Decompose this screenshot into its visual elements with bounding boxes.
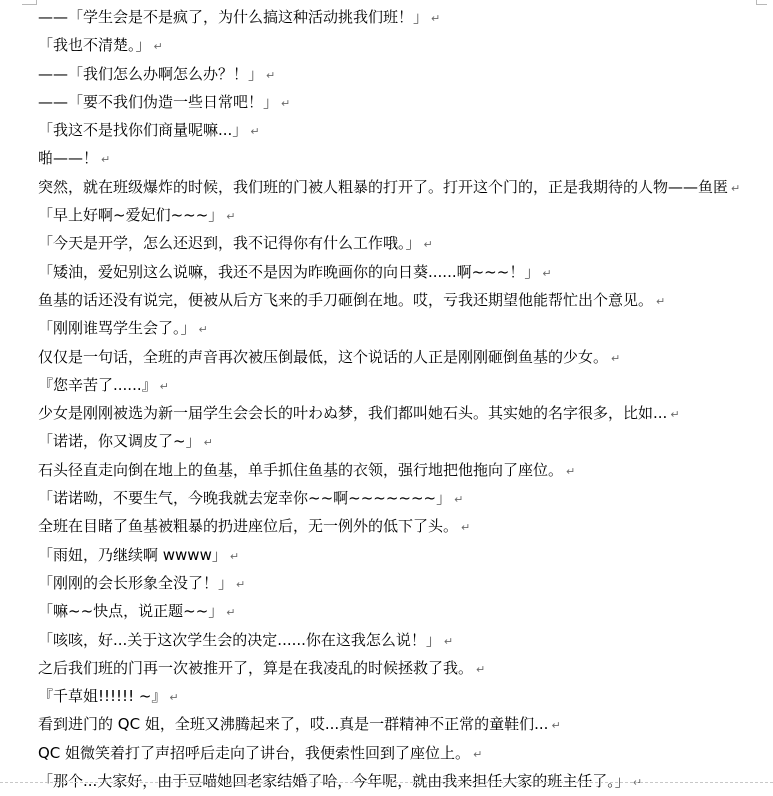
page-bottom-rule bbox=[0, 782, 773, 783]
paragraph-mark-icon: ↵ bbox=[611, 351, 621, 365]
paragraph[interactable] bbox=[38, 202, 760, 230]
paragraph[interactable] bbox=[38, 61, 760, 89]
paragraph[interactable] bbox=[38, 230, 760, 258]
paragraph[interactable] bbox=[38, 400, 760, 428]
paragraph[interactable] bbox=[38, 683, 760, 711]
paragraph-mark-icon: ↵ bbox=[159, 379, 169, 393]
paragraph[interactable] bbox=[38, 344, 760, 372]
paragraph-text: 全班在目睹了鱼基被粗暴的扔进座位后，无一例外的低下了头。 bbox=[38, 517, 459, 536]
paragraph[interactable] bbox=[38, 287, 760, 315]
paragraph-text: 「矮油，爱妃别这么说嘛，我还不是因为昨晚画你的向日葵......啊~~~！」 bbox=[38, 262, 540, 281]
paragraph-mark-icon: ↵ bbox=[250, 125, 260, 139]
paragraph-text: 「刚刚的会长形象全没了！」 bbox=[38, 573, 234, 592]
paragraph-mark-icon: ↵ bbox=[101, 153, 111, 167]
paragraph-mark-icon: ↵ bbox=[461, 521, 471, 535]
paragraph-text: 少女是刚刚被选为新一届学生会会长的叶わぬ梦，我们都叫她石头。其实她的名字很多，比如... bbox=[38, 404, 668, 423]
paragraph-mark-icon: ↵ bbox=[266, 68, 276, 82]
paragraph[interactable] bbox=[38, 315, 760, 343]
paragraph-mark-icon: ↵ bbox=[731, 181, 741, 195]
paragraph-text: 「嘛~~快点，说正题~~」 bbox=[38, 602, 224, 621]
paragraph-mark-icon: ↵ bbox=[656, 294, 666, 308]
paragraph-text: ——「我们怎么办啊怎么办？！」 bbox=[38, 64, 264, 83]
paragraph-text: 「诺诺呦，不要生气，今晚我就去宠幸你~~啊~~~~~~~」 bbox=[38, 489, 452, 508]
paragraph[interactable] bbox=[38, 598, 760, 626]
paragraph-text: 仅仅是一句话，全班的声音再次被压倒最低，这个说话的人正是刚刚砸倒鱼基的少女。 bbox=[38, 347, 609, 366]
paragraph-text: 鱼基的话还没有说完，便被从后方飞来的手刀砸倒在地。哎，亏我还期望他能帮忙出个意见。 bbox=[38, 290, 654, 309]
paragraph[interactable] bbox=[38, 655, 760, 683]
paragraph-mark-icon: ↵ bbox=[632, 776, 643, 790]
paragraph-mark-icon: ↵ bbox=[670, 408, 680, 422]
paragraph[interactable] bbox=[38, 89, 760, 117]
paragraph-text: 之后我们班的门再一次被推开了，算是在我凌乱的时候拯救了我。 bbox=[38, 658, 474, 677]
paragraph[interactable] bbox=[38, 4, 760, 32]
paragraph-mark-icon: ↵ bbox=[423, 238, 433, 252]
paragraph-mark-icon: ↵ bbox=[473, 747, 483, 761]
paragraph-mark-icon: ↵ bbox=[443, 634, 454, 648]
paragraph-mark-icon: ↵ bbox=[203, 436, 213, 450]
paragraph-text: QC 姐微笑着打了声招呼后走向了讲台，我便索性回到了座位上。 bbox=[38, 743, 471, 762]
paragraph[interactable] bbox=[38, 485, 760, 513]
paragraph-mark-icon: ↵ bbox=[551, 719, 561, 733]
paragraph[interactable] bbox=[38, 372, 760, 400]
margin-corner-mark-left bbox=[22, 0, 37, 5]
paragraph-text: 啪——！ bbox=[38, 149, 99, 168]
paragraph[interactable] bbox=[38, 570, 760, 598]
paragraph[interactable] bbox=[38, 711, 760, 739]
paragraph-mark-icon: ↵ bbox=[226, 606, 236, 620]
paragraph-mark-icon: ↵ bbox=[153, 40, 163, 54]
paragraph[interactable] bbox=[38, 740, 760, 768]
paragraph-text: 看到进门的 QC 姐，全班又沸腾起来了，哎...真是一群精神不正常的童鞋们... bbox=[38, 715, 549, 734]
paragraph-text: 「咳咳，好...关于这次学生会的决定......你在这我怎么说！」 bbox=[38, 630, 441, 649]
paragraph-mark-icon: ↵ bbox=[566, 464, 576, 478]
paragraph-text: 「我这不是找你们商量呢嘛...」 bbox=[38, 121, 248, 140]
paragraph-text: 『您辛苦了......』 bbox=[38, 375, 157, 394]
paragraph-text: 「我也不清楚。」 bbox=[38, 36, 151, 55]
paragraph-text: 『千草姐!!!!!! ~』 bbox=[38, 687, 167, 706]
paragraph-text: 「那个...大家好，由于豆喵她回老家结婚了哈，今年呢，就由我来担任大家的班主任了。」 bbox=[38, 772, 630, 791]
paragraph[interactable] bbox=[38, 117, 760, 145]
paragraph-mark-icon: ↵ bbox=[236, 577, 246, 591]
paragraph[interactable] bbox=[38, 627, 760, 655]
paragraph-text: 石头径直走向倒在地上的鱼基，单手抓住鱼基的衣领，强行地把他拖向了座位。 bbox=[38, 460, 564, 479]
paragraph[interactable] bbox=[38, 145, 760, 173]
document-body[interactable] bbox=[38, 4, 760, 796]
paragraph-mark-icon: ↵ bbox=[542, 266, 552, 280]
paragraph-text: 「早上好啊~爱妃们~~~」 bbox=[38, 206, 224, 225]
paragraph-text: ——「学生会是不是疯了，为什么搞这种活动挑我们班！」 bbox=[38, 8, 429, 26]
paragraph-mark-icon: ↵ bbox=[229, 549, 240, 563]
paragraph[interactable] bbox=[38, 428, 760, 456]
paragraph[interactable] bbox=[38, 32, 760, 60]
paragraph-mark-icon: ↵ bbox=[169, 691, 179, 705]
paragraph-text: 「今天是开学，怎么还迟到，我不记得你有什么工作哦。」 bbox=[38, 234, 421, 253]
paragraph-mark-icon: ↵ bbox=[476, 662, 486, 676]
paragraph-mark-icon: ↵ bbox=[454, 493, 464, 507]
paragraph[interactable] bbox=[38, 259, 760, 287]
paragraph-mark-icon: ↵ bbox=[281, 96, 291, 110]
paragraph-mark-icon: ↵ bbox=[431, 12, 441, 25]
paragraph-text: ——「要不我们伪造一些日常吧！」 bbox=[38, 92, 279, 111]
paragraph-text: 「雨妞，乃继续啊 wwww」 bbox=[38, 545, 227, 564]
paragraph-mark-icon: ↵ bbox=[226, 210, 236, 224]
paragraph-text: 「诺诺，你又调皮了~」 bbox=[38, 432, 201, 451]
paragraph[interactable] bbox=[38, 457, 760, 485]
paragraph-text: 「刚刚谁骂学生会了。」 bbox=[38, 319, 196, 338]
paragraph[interactable] bbox=[38, 542, 760, 570]
paragraph[interactable] bbox=[38, 513, 760, 541]
paragraph[interactable] bbox=[38, 174, 760, 202]
paragraph-mark-icon: ↵ bbox=[198, 323, 208, 337]
paragraph-text: 突然，就在班级爆炸的时候，我们班的门被人粗暴的打开了。打开这个门的，正是我期待的人物——鱼匿 bbox=[38, 177, 729, 196]
